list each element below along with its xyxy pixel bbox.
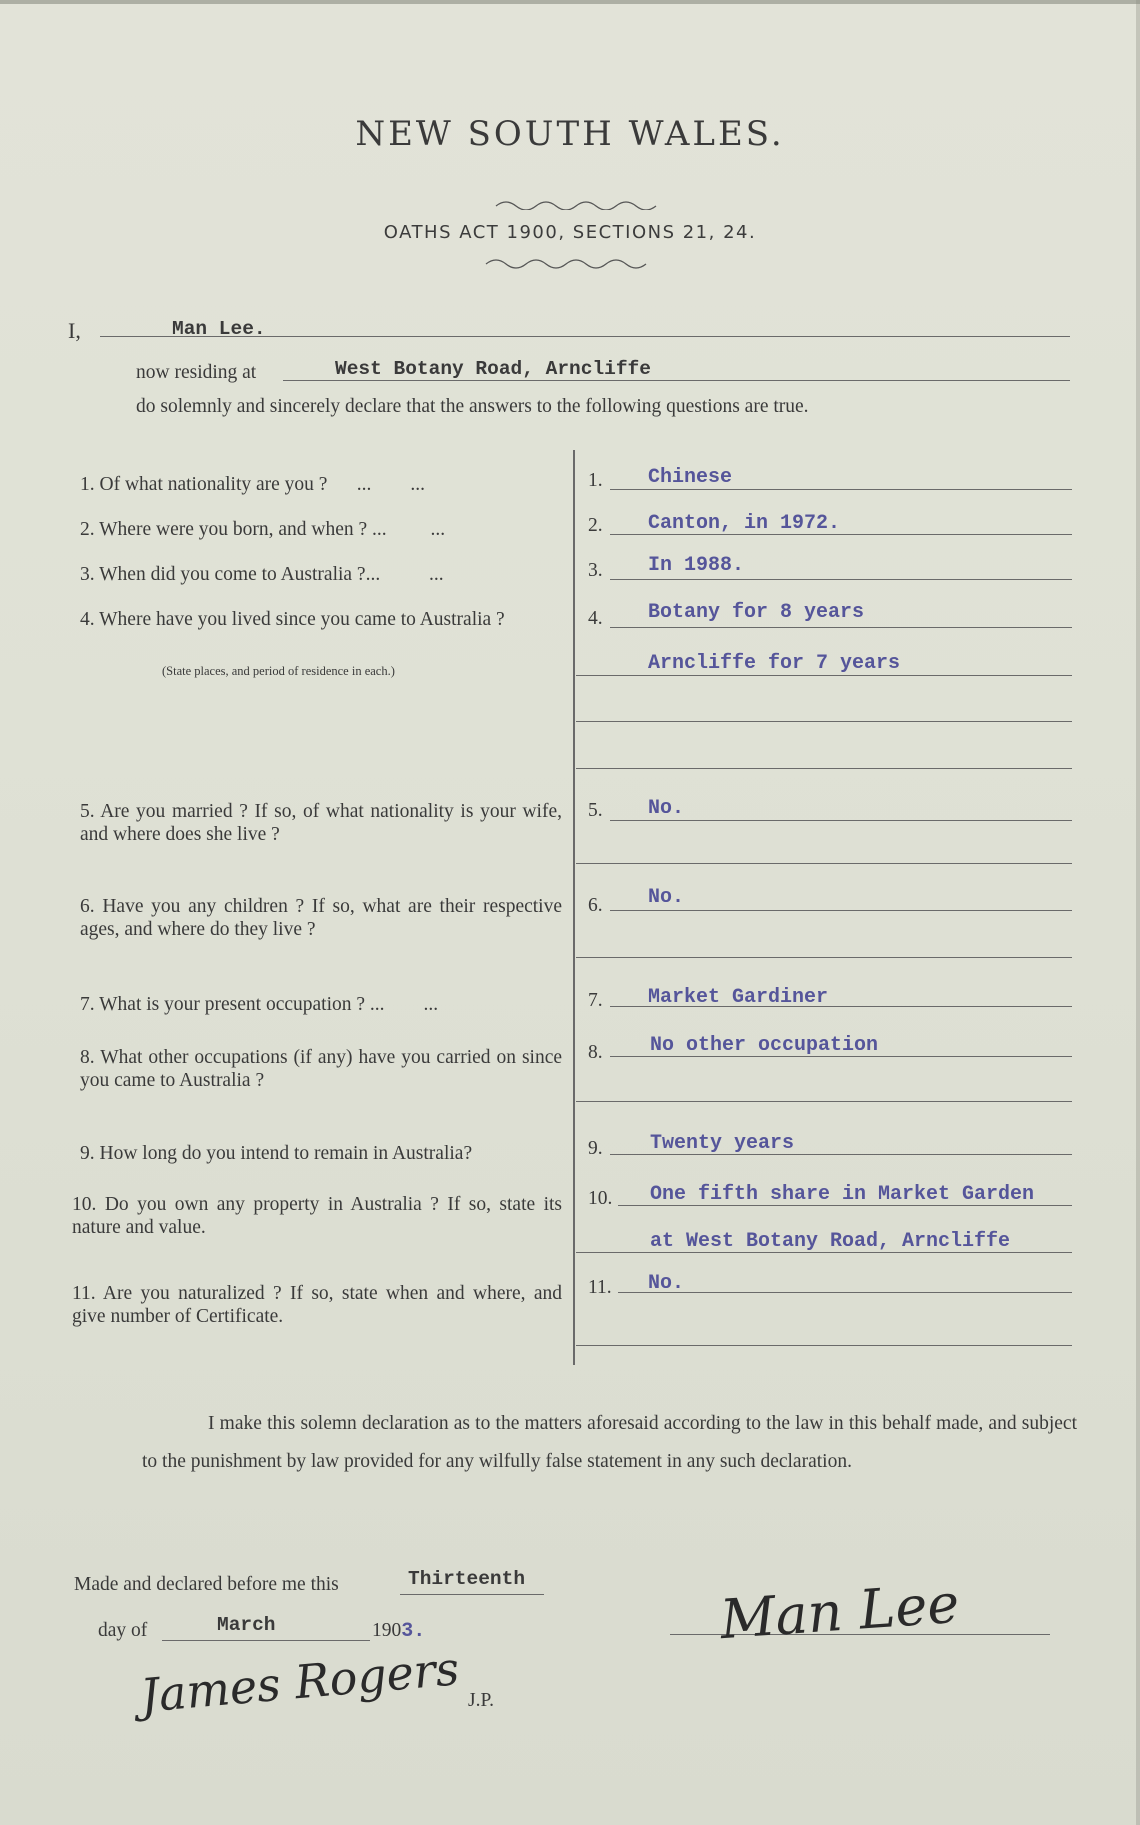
residing-label: now residing at [136,362,257,383]
declarant-signature: Man Lee [718,1571,962,1652]
month-value: March [217,1614,276,1636]
answer-10-line2: at West Botany Road, Arncliffe [650,1230,1011,1253]
column-divider [573,450,575,1365]
answer-number-10: 10. [588,1188,613,1209]
question-4: 4. Where have you lived since you came to Australia ? [80,609,505,630]
answer-number-5: 5. [588,800,603,821]
question-1: 1. Of what nationality are you ? ... ... [80,474,425,495]
question-3: 3. When did you come to Australia ?... ... [80,564,444,585]
question-11: 11. Are you naturalized ? If so, state when and where, and give number of Certificate. [72,1283,562,1327]
answer-11: No. [648,1272,685,1295]
answer-5: No. [648,797,685,820]
answer-number-1: 1. [588,470,603,491]
question-7: 7. What is your present occupation ? ... ... [80,994,439,1015]
answer-line-11b [576,1345,1072,1346]
answer-line-6 [610,910,1072,911]
question-6: 6. Have you any children ? If so, what are their respective ages, and where do they live ? [80,896,563,940]
answer-3: In 1988. [648,554,745,577]
answer-1: Chinese [648,466,733,489]
day-line [400,1594,544,1595]
address-value: West Botany Road, Arncliffe [335,358,651,380]
answer-10: One fifth share in Market Garden [650,1183,1035,1206]
address-line [283,380,1070,381]
answer-number-6: 6. [588,895,603,916]
made-declared-label: Made and declared before me this [74,1574,339,1595]
declarant-name: Man Lee. [172,318,266,340]
answer-line-4d [576,768,1072,769]
divider-ornament [484,258,654,270]
declaration-text: I make this solemn declaration as to the matters aforesaid according to the law in this behalf made, and subject to the punishment by law provided for any wilfully false statement in any such declaration. [142,1413,1077,1472]
answer-line-8b [576,1101,1072,1102]
answer-number-9: 9. [588,1138,603,1159]
day-value: Thirteenth [408,1568,526,1590]
page-subtitle: OATHS ACT 1900, SECTIONS 21, 24. [383,222,757,243]
year-label: 1903. [372,1620,426,1643]
question-4-hint: (State places, and period of residence in each.) [162,664,395,678]
question-8: 8. What other occupations (if any) have you carried on since you came to Australia ? [80,1047,563,1091]
answer-number-11: 11. [588,1277,612,1298]
answer-line-6b [576,957,1072,958]
pronoun-label: I, [68,318,81,343]
declaration-intro: do solemnly and sincerely declare that the answers to the following questions are true. [136,396,809,417]
answer-number-4: 4. [588,608,603,629]
answer-line-3 [610,579,1072,580]
question-9: 9. How long do you intend to remain in Australia? [80,1143,473,1164]
answer-number-7: 7. [588,990,603,1011]
answer-line-5b [576,863,1072,864]
answer-line-1 [610,489,1072,490]
answer-number-2: 2. [588,515,603,536]
answer-line-4c [576,721,1072,722]
answer-line-11 [618,1292,1072,1293]
right-edge [1136,0,1140,1825]
answer-2: Canton, in 1972. [648,512,841,535]
answer-9: Twenty years [650,1132,795,1155]
answer-7: Market Gardiner [648,986,829,1009]
answer-line-4 [610,627,1072,628]
page-title: NEW SOUTH WALES. [355,114,785,154]
answer-number-8: 8. [588,1042,603,1063]
answer-4: Botany for 8 years [648,601,865,624]
question-5: 5. Are you married ? If so, of what nationality is your wife, and where does she live ? [80,801,562,845]
question-2: 2. Where were you born, and when ? ... ... [80,519,446,540]
divider-ornament [494,198,664,210]
answer-6: No. [648,886,685,909]
jp-signature: James Rogers [138,1641,462,1723]
top-edge [0,0,1140,4]
answer-line-5 [610,820,1072,821]
answer-line-4b [576,675,1072,676]
jp-suffix: J.P. [468,1690,495,1711]
month-line [162,1640,370,1641]
answer-number-3: 3. [588,560,603,581]
day-of-label: day of [98,1620,148,1641]
question-10: 10. Do you own any property in Australia ? If so, state its nature and value. [72,1194,563,1238]
answer-8: No other occupation [650,1034,879,1057]
answer-4-line2: Arncliffe for 7 years [648,652,901,675]
